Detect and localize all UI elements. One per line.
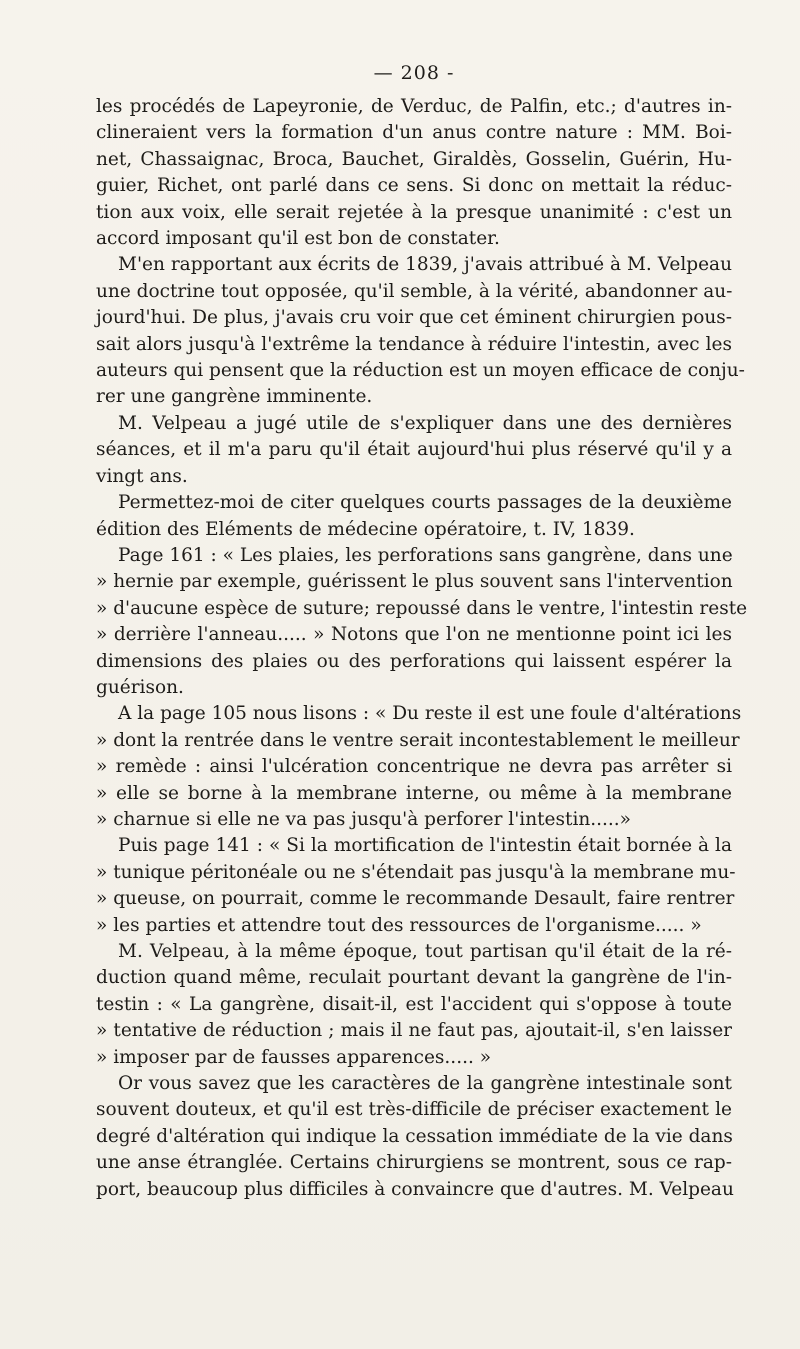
text-line: sait alors jusqu'à l'extrême la tendance à réduire l'intestin, avec les (96, 333, 732, 355)
text-line: » tunique péritonéale ou ne s'étendait pas jusqu'à la membrane mu- (96, 861, 736, 883)
text-line: vingt ans. (96, 465, 188, 487)
text-line: M'en rapportant aux écrits de 1839, j'avais attribué à M. Velpeau (118, 254, 732, 276)
text-line: édition des Eléments de médecine opératoire, t. IV, 1839. (96, 518, 635, 540)
text-line: » derrière l'anneau..... » Notons que l'on ne mentionne point ici les (96, 624, 732, 646)
text-line: les procédés de Lapeyronie, de Verduc, de Palfin, etc.; d'autres in- (96, 96, 732, 117)
text-line: auteurs qui pensent que la réduction est un moyen efficace de conju- (96, 360, 745, 382)
text-line: M. Velpeau a jugé utile de s'expliquer dans une des dernières (118, 412, 732, 434)
text-line: clineraient vers la formation d'un anus contre nature : MM. Boi- (96, 122, 732, 144)
page-number: — 208 - (373, 62, 455, 84)
text-line: Page 161 : « Les plaies, les perforations sans gangrène, dans une (118, 544, 733, 566)
text-line: » remède : ainsi l'ulcération concentrique ne devra pas arrêter si (96, 756, 732, 778)
text-line: tion aux voix, elle serait rejetée à la presque unanimité : c'est un (96, 201, 732, 223)
text-line: accord imposant qu'il est bon de constater. (96, 228, 500, 250)
text-line: » queuse, on pourrait, comme le recommande Desault, faire rentrer (96, 888, 735, 910)
text-line: » tentative de réduction ; mais il ne faut pas, ajoutait-il, s'en laisser (96, 1020, 732, 1042)
text-line: A la page 105 nous lisons : « Du reste il est une foule d'altérations (118, 703, 742, 725)
text-line: dimensions des plaies ou des perforations qui laissent espérer la (96, 650, 732, 672)
text-line: port, beaucoup plus difficiles à convaincre que d'autres. M. Velpeau (96, 1178, 734, 1200)
text-line: » dont la rentrée dans le ventre serait incontestablement le meilleur (96, 729, 740, 751)
text-line: Permettez-moi de citer quelques courts passages de la deuxième (118, 492, 732, 514)
text-line: » elle se borne à la membrane interne, ou même à la membrane (96, 782, 732, 804)
text-line: » les parties et attendre tout des ressources de l'organisme..... » (96, 914, 702, 936)
text-line: une anse étranglée. Certains chirurgiens se montrent, sous ce rap- (96, 1152, 732, 1174)
text-line: » d'aucune espèce de suture; repoussé dans le ventre, l'intestin reste (96, 597, 748, 619)
text-line: Puis page 141 : « Si la mortification de l'intestin était bornée à la (118, 835, 732, 857)
text-line: » charnue si elle ne va pas jusqu'à perforer l'intestin.....» (96, 808, 631, 830)
text-line: jourd'hui. De plus, j'avais cru voir que cet éminent chirurgien pous- (96, 307, 732, 329)
text-line: degré d'altération qui indique la cessation immédiate de la vie dans (96, 1125, 733, 1147)
text-line: guérison. (96, 676, 184, 698)
text-line: duction quand même, reculait pourtant devant la gangrène de l'in- (96, 967, 732, 989)
text-line: net, Chassaignac, Broca, Bauchet, Giraldès, Gosselin, Guérin, Hu- (96, 148, 732, 170)
text-line: souvent douteux, et qu'il est très-difficile de préciser exactement le (96, 1099, 732, 1121)
text-line: rer une gangrène imminente. (96, 386, 373, 408)
text-line: M. Velpeau, à la même époque, tout partisan qu'il était de la ré- (118, 941, 732, 962)
text-line: testin : « La gangrène, disait-il, est l'accident qui s'oppose à toute (96, 993, 732, 1015)
text-line: » hernie par exemple, guérissent le plus souvent sans l'intervention (96, 571, 733, 593)
text-line: Or vous savez que les caractères de la gangrène intestinale sont (118, 1073, 732, 1095)
text-line: une doctrine tout opposée, qu'il semble, à la vérité, abandonner au- (96, 280, 733, 302)
text-line: séances, et il m'a paru qu'il était aujourd'hui plus réservé qu'il y a (96, 439, 732, 461)
text-line: » imposer par de fausses apparences..... » (96, 1046, 492, 1068)
text-line: guier, Richet, ont parlé dans ce sens. Si donc on mettait la réduc- (96, 175, 732, 197)
document-body (96, 94, 748, 1203)
